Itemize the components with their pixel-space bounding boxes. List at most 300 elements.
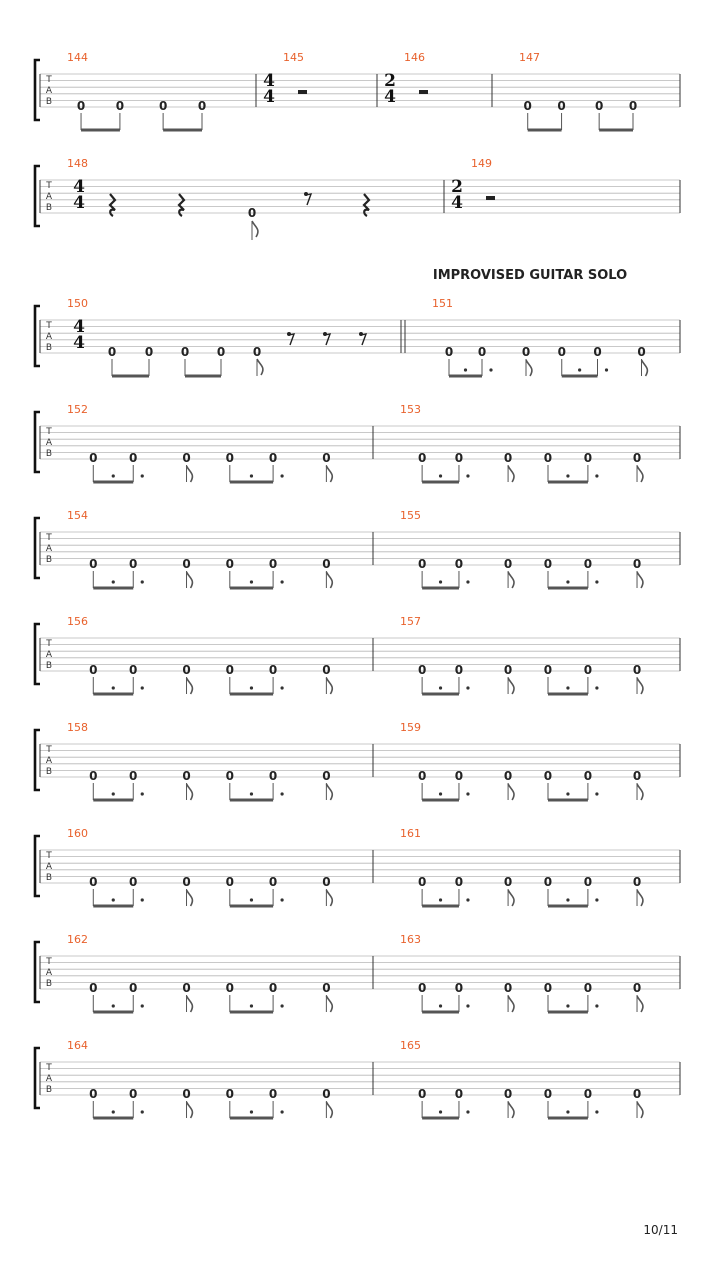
measure [67, 827, 332, 908]
tab-clef-letter: T [46, 75, 52, 85]
note-beam [422, 1117, 459, 1120]
augmentation-dot [566, 898, 569, 901]
fret-number: 0 [107, 345, 117, 359]
system-bracket [35, 624, 40, 684]
measure [67, 721, 332, 802]
note-flag [187, 572, 193, 588]
augmentation-dot [466, 580, 469, 583]
fret-number: 0 [543, 451, 553, 465]
augmentation-dot [566, 474, 569, 477]
tab-clef-letter: A [45, 968, 53, 978]
fret-number: 0 [182, 981, 191, 995]
augmentation-dot [466, 474, 469, 477]
fret-number: 0 [557, 345, 566, 359]
augmentation-dot [605, 368, 608, 371]
fret-number: 0 [583, 1087, 593, 1101]
measure [67, 509, 332, 590]
fret-number: 0 [543, 1087, 553, 1101]
measure [400, 933, 643, 1014]
measure [400, 721, 643, 802]
fret-number: 0 [583, 875, 593, 889]
fret-number: 0 [158, 99, 168, 113]
system-bracket [35, 60, 40, 120]
fret-number: 0 [444, 345, 454, 359]
note-flag [187, 466, 193, 482]
note-beam [93, 1117, 133, 1120]
augmentation-dot [566, 686, 569, 689]
note-beam [548, 1011, 588, 1014]
note-beam [449, 375, 482, 378]
augmentation-dot [250, 792, 253, 795]
note-beam [185, 375, 221, 378]
fret-number: 0 [503, 663, 513, 677]
fret-number: 0 [225, 981, 234, 995]
staff-system [35, 51, 680, 132]
augmentation-dot [250, 1004, 253, 1007]
measure-number: 148 [67, 157, 88, 170]
augmentation-dot [281, 580, 284, 583]
fret-number: 0 [594, 99, 604, 113]
fret-number: 0 [632, 981, 642, 995]
fret-number: 0 [632, 1087, 642, 1101]
fret-number: 0 [503, 557, 513, 571]
augmentation-dot [595, 1110, 598, 1113]
fret-number: 0 [543, 769, 553, 783]
time-signature-bottom: 4 [263, 87, 275, 107]
system-bracket [35, 836, 40, 896]
augmentation-dot [466, 1004, 469, 1007]
staff-system [35, 827, 680, 908]
fret-number: 0 [129, 451, 138, 465]
fret-number: 0 [557, 99, 566, 113]
note-flag [637, 784, 643, 800]
system-bracket [35, 1048, 40, 1108]
note-beam [548, 799, 588, 802]
fret-number: 0 [417, 557, 427, 571]
note-beam [422, 481, 459, 484]
measure [263, 51, 307, 107]
fret-number: 0 [632, 663, 642, 677]
note-flag [326, 1102, 332, 1118]
measure [400, 615, 643, 696]
augmentation-dot [281, 686, 284, 689]
fret-number: 0 [417, 875, 427, 889]
augmentation-dot [112, 686, 115, 689]
augmentation-dot [250, 580, 253, 583]
fret-number: 0 [417, 451, 427, 465]
staff-system [35, 615, 680, 696]
measure-number: 158 [67, 721, 88, 734]
fret-number: 0 [225, 1087, 234, 1101]
tab-clef-letter: T [46, 745, 52, 755]
time-signature-top: 2 [451, 177, 463, 197]
measure-number: 160 [67, 827, 88, 840]
staff-system [35, 403, 680, 484]
time-signature-top: 4 [263, 71, 275, 91]
note-flag [508, 784, 514, 800]
augmentation-dot [595, 1004, 598, 1007]
fret-number: 0 [268, 1087, 278, 1101]
note-beam [230, 799, 273, 802]
fret-number: 0 [129, 769, 138, 783]
note-flag [326, 466, 332, 482]
measure-number: 149 [471, 157, 492, 170]
tab-clef-letter: B [45, 343, 53, 353]
fret-number: 0 [477, 345, 487, 359]
measure-number: 150 [67, 297, 88, 310]
measure-number: 163 [400, 933, 421, 946]
augmentation-dot [566, 1004, 569, 1007]
augmentation-dot [566, 1110, 569, 1113]
augmentation-dot [439, 474, 442, 477]
note-beam [230, 1117, 273, 1120]
note-beam [548, 1117, 588, 1120]
fret-number: 0 [129, 875, 138, 889]
tab-clef-letter: T [46, 533, 52, 543]
note-flag [637, 996, 643, 1012]
augmentation-dot [464, 368, 467, 371]
note-beam [230, 481, 273, 484]
measure-number: 146 [404, 51, 425, 64]
note-flag [187, 784, 193, 800]
augmentation-dot [439, 686, 442, 689]
time-signature-top: 4 [73, 317, 85, 337]
fret-number: 0 [225, 875, 234, 889]
note-flag [508, 996, 514, 1012]
measure-number: 159 [400, 721, 421, 734]
tab-clef-letter: T [46, 321, 52, 331]
fret-number: 0 [89, 663, 98, 677]
tab-clef-letter: B [45, 661, 53, 671]
fret-number: 0 [417, 981, 427, 995]
note-flag [257, 359, 263, 375]
tab-clef-letter: B [45, 767, 53, 777]
augmentation-dot [141, 474, 144, 477]
fret-number: 0 [216, 345, 226, 359]
augmentation-dot [466, 1110, 469, 1113]
augmentation-dot [595, 898, 598, 901]
measure [400, 509, 643, 590]
note-beam [93, 905, 133, 908]
half-rest [486, 196, 495, 200]
note-beam [548, 693, 588, 696]
measure [400, 827, 643, 908]
note-flag [326, 996, 332, 1012]
measure-number: 151 [432, 297, 453, 310]
note-flag [508, 890, 514, 906]
tab-clef-letter: B [45, 97, 53, 107]
tab-clef-letter: T [46, 1063, 52, 1073]
fret-number: 0 [247, 206, 257, 220]
measure [67, 615, 332, 696]
augmentation-dot [141, 1004, 144, 1007]
fret-number: 0 [322, 875, 331, 889]
fret-number: 0 [583, 557, 593, 571]
note-beam [230, 905, 273, 908]
tab-clef-letter: B [45, 555, 53, 565]
fret-number: 0 [454, 875, 464, 889]
fret-number: 0 [268, 875, 278, 889]
fret-number: 0 [583, 663, 593, 677]
fret-number: 0 [268, 769, 278, 783]
staff-system [35, 721, 680, 802]
measure [67, 157, 369, 240]
fret-number: 0 [632, 451, 642, 465]
fret-number: 0 [182, 875, 191, 889]
augmentation-dot [250, 686, 253, 689]
augmentation-dot [112, 580, 115, 583]
fret-number: 0 [632, 557, 642, 571]
fret-number: 0 [182, 769, 191, 783]
augmentation-dot [141, 1110, 144, 1113]
tab-clef-letter: A [45, 192, 53, 202]
measure-number: 147 [519, 51, 540, 64]
fret-number: 0 [129, 1087, 138, 1101]
augmentation-dot [112, 474, 115, 477]
measure [400, 1039, 643, 1120]
staff-system [35, 157, 680, 240]
note-beam [548, 905, 588, 908]
augmentation-dot [595, 580, 598, 583]
measure-number: 162 [67, 933, 88, 946]
fret-number: 0 [543, 875, 553, 889]
tab-clef-letter: A [45, 756, 53, 766]
augmentation-dot [250, 898, 253, 901]
augmentation-dot [112, 1110, 115, 1113]
fret-number: 0 [583, 769, 593, 783]
fret-number: 0 [225, 557, 234, 571]
note-beam [422, 693, 459, 696]
fret-number: 0 [268, 557, 278, 571]
fret-number: 0 [89, 451, 98, 465]
tab-clef-letter: A [45, 1074, 53, 1084]
fret-number: 0 [454, 1087, 464, 1101]
measure-number: 155 [400, 509, 421, 522]
fret-number: 0 [322, 769, 331, 783]
fret-number: 0 [503, 769, 513, 783]
note-flag [637, 466, 643, 482]
note-flag [187, 1102, 193, 1118]
note-beam [422, 587, 459, 590]
tab-clef-letter: B [45, 449, 53, 459]
note-flag [326, 890, 332, 906]
fret-number: 0 [543, 663, 553, 677]
tab-clef-letter: A [45, 332, 53, 342]
note-beam [599, 129, 633, 132]
note-flag [508, 572, 514, 588]
fret-number: 0 [225, 769, 234, 783]
system-bracket [35, 942, 40, 1002]
tab-clef-letter: B [45, 979, 53, 989]
augmentation-dot [439, 792, 442, 795]
measure-number: 161 [400, 827, 421, 840]
note-beam [230, 1011, 273, 1014]
fret-number: 0 [76, 99, 86, 113]
half-rest [419, 90, 428, 94]
note-flag [187, 678, 193, 694]
fret-number: 0 [89, 557, 98, 571]
measure-number: 152 [67, 403, 88, 416]
note-beam [548, 481, 588, 484]
note-beam [93, 587, 133, 590]
time-signature-bottom: 4 [73, 333, 85, 353]
note-beam [93, 693, 133, 696]
note-beam [163, 129, 202, 132]
note-flag [187, 996, 193, 1012]
fret-number: 0 [89, 1087, 98, 1101]
measure [400, 403, 643, 484]
fret-number: 0 [89, 981, 98, 995]
system-bracket [35, 518, 40, 578]
tab-clef-letter: T [46, 957, 52, 967]
note-flag [326, 784, 332, 800]
note-beam [528, 129, 562, 132]
augmentation-dot [595, 474, 598, 477]
fret-number: 0 [503, 981, 513, 995]
tab-clef-letter: A [45, 544, 53, 554]
fret-number: 0 [583, 981, 593, 995]
fret-number: 0 [454, 451, 464, 465]
measure [519, 51, 637, 132]
fret-number: 0 [322, 981, 331, 995]
note-beam [230, 587, 273, 590]
staff-system [35, 933, 680, 1014]
augmentation-dot [489, 368, 492, 371]
augmentation-dot [566, 580, 569, 583]
fret-number: 0 [583, 451, 593, 465]
note-beam [93, 481, 133, 484]
fret-number: 0 [182, 557, 191, 571]
note-beam [422, 905, 459, 908]
augmentation-dot [112, 792, 115, 795]
fret-number: 0 [454, 981, 464, 995]
fret-number: 0 [503, 451, 513, 465]
time-signature-top: 2 [384, 71, 396, 91]
augmentation-dot [281, 474, 284, 477]
section-label: IMPROVISED GUITAR SOLO [432, 268, 628, 283]
measure [432, 297, 647, 378]
augmentation-dot [250, 474, 253, 477]
fret-number: 0 [454, 557, 464, 571]
fret-number: 0 [197, 99, 207, 113]
fret-number: 0 [637, 345, 646, 359]
augmentation-dot [595, 686, 598, 689]
augmentation-dot [250, 1110, 253, 1113]
fret-number: 0 [182, 451, 191, 465]
fret-number: 0 [503, 1087, 513, 1101]
fret-number: 0 [89, 875, 98, 889]
note-beam [230, 693, 273, 696]
fret-number: 0 [252, 345, 262, 359]
system-bracket [35, 166, 40, 226]
augmentation-dot [141, 792, 144, 795]
augmentation-dot [466, 792, 469, 795]
fret-number: 0 [454, 663, 464, 677]
augmentation-dot [281, 792, 284, 795]
time-signature-bottom: 4 [451, 193, 463, 213]
augmentation-dot [578, 368, 581, 371]
tab-clef-letter: T [46, 427, 52, 437]
measure [67, 403, 332, 484]
measure-number: 157 [400, 615, 421, 628]
fret-number: 0 [417, 663, 427, 677]
fret-number: 0 [322, 557, 331, 571]
note-flag [637, 678, 643, 694]
fret-number: 0 [115, 99, 125, 113]
system-bracket [35, 306, 40, 366]
staff-system [35, 297, 680, 378]
measure-number: 154 [67, 509, 88, 522]
note-beam [93, 799, 133, 802]
tab-clef-letter: B [45, 203, 53, 213]
fret-number: 0 [322, 663, 331, 677]
measure-number: 144 [67, 51, 88, 64]
note-flag [508, 678, 514, 694]
note-flag [637, 890, 643, 906]
fret-number: 0 [543, 557, 553, 571]
tab-clef-letter: A [45, 862, 53, 872]
fret-number: 0 [129, 557, 138, 571]
measure-number: 156 [67, 615, 88, 628]
fret-number: 0 [144, 345, 154, 359]
half-rest [298, 90, 307, 94]
tab-clef-letter: A [45, 86, 53, 96]
augmentation-dot [439, 580, 442, 583]
fret-number: 0 [628, 99, 638, 113]
augmentation-dot [281, 1110, 284, 1113]
time-signature-bottom: 4 [73, 193, 85, 213]
note-flag [326, 572, 332, 588]
note-flag [637, 572, 643, 588]
augmentation-dot [439, 1004, 442, 1007]
note-flag [637, 1102, 643, 1118]
time-signature-top: 4 [73, 177, 85, 197]
measure [384, 51, 428, 107]
note-beam [548, 587, 588, 590]
fret-number: 0 [182, 1087, 191, 1101]
augmentation-dot [112, 1004, 115, 1007]
fret-number: 0 [129, 663, 138, 677]
augmentation-dot [281, 898, 284, 901]
measure [67, 297, 401, 378]
note-beam [81, 129, 120, 132]
fret-number: 0 [268, 451, 278, 465]
measure [451, 157, 495, 213]
augmentation-dot [281, 1004, 284, 1007]
note-flag [252, 221, 258, 237]
measure [67, 51, 206, 132]
fret-number: 0 [268, 663, 278, 677]
tab-clef-letter: B [45, 1085, 53, 1095]
fret-number: 0 [632, 769, 642, 783]
staff-system [35, 509, 680, 590]
note-flag [508, 466, 514, 482]
tab-clef-letter: T [46, 639, 52, 649]
fret-number: 0 [129, 981, 138, 995]
fret-number: 0 [180, 345, 190, 359]
fret-number: 0 [521, 345, 531, 359]
fret-number: 0 [225, 451, 234, 465]
note-flag [187, 890, 193, 906]
augmentation-dot [566, 792, 569, 795]
augmentation-dot [141, 898, 144, 901]
staff-system [35, 1039, 680, 1120]
augmentation-dot [141, 580, 144, 583]
fret-number: 0 [182, 663, 191, 677]
note-flag [326, 678, 332, 694]
augmentation-dot [439, 898, 442, 901]
fret-number: 0 [89, 769, 98, 783]
